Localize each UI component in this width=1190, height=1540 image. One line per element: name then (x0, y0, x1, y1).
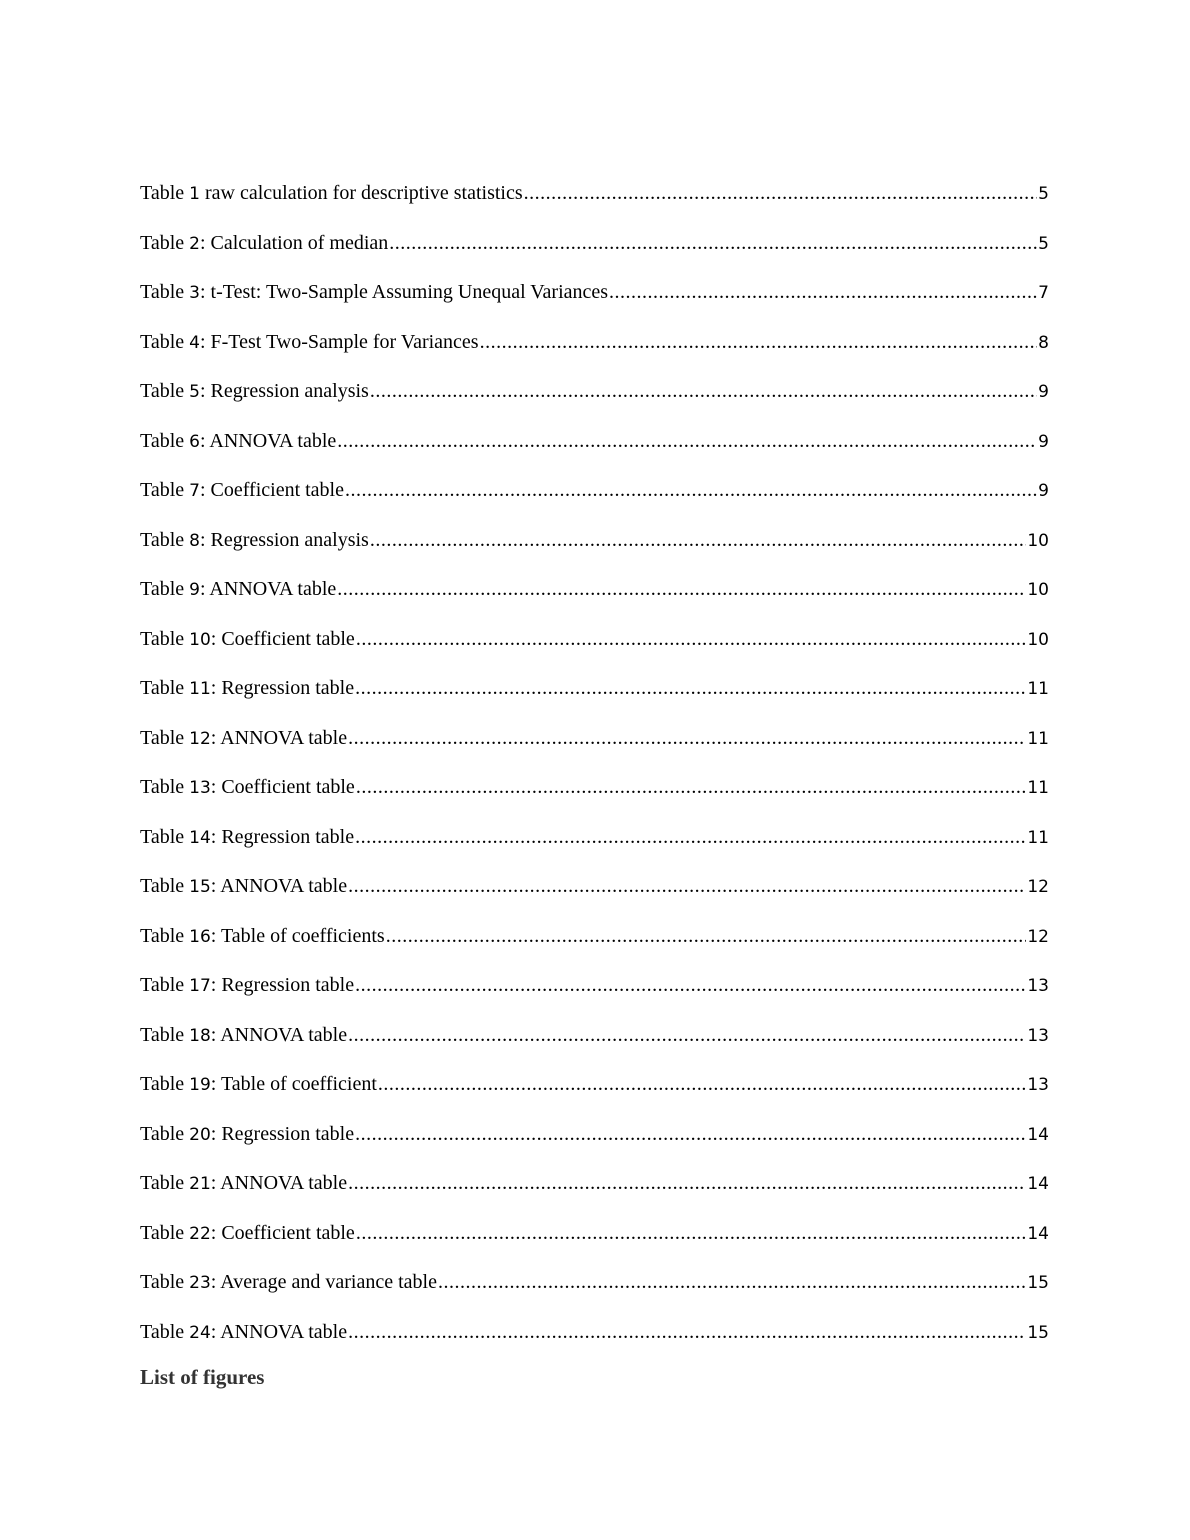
toc-entry-title: : Regression analysis (199, 380, 369, 402)
toc-page-number: 7 (1038, 283, 1049, 303)
toc-dot-leader (348, 1168, 1026, 1198)
toc-entry-prefix: Table (140, 330, 190, 353)
toc-entry-label (140, 673, 354, 704)
toc-entry-number: 10 (189, 629, 211, 650)
toc-entry-title: : Regression table (210, 677, 355, 699)
toc-entry-prefix: Table (140, 182, 190, 204)
toc-page-number: 12 (1027, 877, 1049, 897)
toc-entry[interactable] (140, 673, 1049, 723)
list-of-tables (140, 178, 1049, 1366)
toc-page-number: 10 (1027, 580, 1049, 600)
toc-entry-title: : Average and variance table (210, 1271, 437, 1293)
toc-entry[interactable] (140, 822, 1049, 872)
toc-entry-title: : ANNOVA table (199, 578, 337, 600)
toc-entry-number: 3 (189, 283, 200, 303)
toc-entry-number: 11 (189, 679, 211, 699)
list-of-figures-heading: List of figures (140, 1365, 265, 1389)
toc-entry-prefix: Table (140, 479, 190, 501)
toc-entry-label (140, 277, 608, 308)
toc-entry-prefix: Table (140, 1172, 190, 1194)
toc-entry-prefix: Table (140, 726, 190, 749)
toc-entry[interactable] (140, 1218, 1049, 1268)
toc-dot-leader (348, 1317, 1026, 1347)
toc-entry-prefix: Table (140, 231, 190, 254)
toc-dot-leader (386, 921, 1027, 951)
toc-entry-number: 17 (189, 976, 211, 996)
toc-entry[interactable] (140, 327, 1049, 377)
toc-entry-label (140, 871, 347, 902)
toc-dot-leader (356, 1218, 1027, 1248)
toc-entry-number: 8 (189, 530, 200, 551)
toc-entry-number: 19 (189, 1075, 211, 1095)
toc-entry-number: 24 (189, 1322, 211, 1343)
toc-entry-number: 4 (189, 332, 200, 353)
toc-entry-title: : F-Test Two-Sample for Variances (199, 330, 479, 353)
toc-entry-label (140, 970, 354, 1001)
toc-entry-number: 23 (189, 1273, 211, 1293)
toc-page-number: 13 (1027, 1025, 1049, 1046)
toc-entry[interactable] (140, 1020, 1049, 1070)
toc-entry-label (140, 822, 354, 853)
toc-entry-title: : Regression table (210, 825, 355, 848)
toc-entry-prefix: Table (140, 1271, 190, 1293)
toc-entry-label (140, 376, 369, 407)
toc-entry-prefix: Table (140, 578, 190, 600)
toc-dot-leader (480, 327, 1038, 357)
toc-page-number: 14 (1027, 1174, 1049, 1194)
toc-dot-leader (356, 772, 1027, 802)
toc-entry[interactable] (140, 1119, 1049, 1169)
toc-entry-label (140, 426, 336, 457)
toc-entry-title: : Regression table (210, 974, 355, 996)
toc-dot-leader (337, 426, 1037, 456)
toc-entry-title: : ANNOVA table (199, 429, 337, 452)
toc-entry-title: : Table of coefficients (210, 924, 385, 947)
toc-page-number: 15 (1027, 1322, 1049, 1343)
toc-entry-number: 15 (189, 877, 211, 897)
toc-page-number: 5 (1038, 184, 1049, 204)
toc-entry-prefix: Table (140, 974, 190, 996)
toc-entry-number: 16 (189, 926, 211, 947)
toc-page-number: 5 (1038, 233, 1049, 254)
toc-entry-label (140, 327, 479, 358)
toc-page-number: 9 (1038, 431, 1049, 452)
toc-entry[interactable] (140, 970, 1049, 1020)
toc-page-number: 15 (1027, 1273, 1049, 1293)
toc-entry-number: 9 (189, 580, 200, 600)
toc-page-number: 10 (1027, 530, 1049, 551)
toc-entry-prefix: Table (140, 1023, 190, 1046)
toc-page-number: 12 (1027, 926, 1049, 947)
toc-entry-number: 7 (189, 481, 200, 501)
toc-dot-leader (389, 228, 1037, 258)
toc-entry-label (140, 1267, 437, 1298)
toc-entry-title: : Regression table (210, 1122, 355, 1145)
toc-page-number: 13 (1027, 1075, 1049, 1095)
toc-entry-prefix: Table (140, 1073, 190, 1095)
toc-entry-prefix: Table (140, 924, 190, 947)
toc-entry-label (140, 772, 355, 803)
toc-entry-prefix: Table (140, 1122, 190, 1145)
toc-entry-prefix: Table (140, 429, 190, 452)
toc-entry-label (140, 1020, 347, 1051)
toc-entry-prefix: Table (140, 1320, 190, 1343)
toc-entry-label (140, 525, 369, 556)
toc-dot-leader (438, 1267, 1026, 1297)
toc-entry-number: 6 (189, 431, 200, 452)
toc-entry-prefix: Table (140, 528, 190, 551)
toc-page-number: 13 (1027, 976, 1049, 996)
toc-entry-label (140, 574, 336, 605)
toc-entry-label (140, 178, 523, 209)
toc-entry-prefix: Table (140, 627, 190, 650)
toc-page-number: 8 (1038, 332, 1049, 353)
toc-entry-title: : ANNOVA table (210, 1320, 348, 1343)
toc-entry-label (140, 475, 344, 506)
toc-entry-title: : Coefficient table (210, 1221, 355, 1244)
toc-entry[interactable] (140, 1168, 1049, 1218)
toc-entry[interactable] (140, 1267, 1049, 1317)
toc-entry-title: : Calculation of median (199, 231, 389, 254)
toc-dot-leader (348, 723, 1026, 753)
toc-entry-number: 18 (189, 1025, 211, 1046)
toc-entry[interactable] (140, 574, 1049, 624)
toc-entry[interactable] (140, 1069, 1049, 1119)
toc-entry-prefix: Table (140, 825, 190, 848)
toc-entry-prefix: Table (140, 776, 190, 798)
toc-entry-prefix: Table (140, 875, 190, 897)
toc-entry-title: : Coefficient table (210, 627, 355, 650)
toc-page-number: 11 (1027, 778, 1049, 798)
toc-dot-leader (355, 970, 1026, 1000)
toc-page-number: 14 (1027, 1124, 1049, 1145)
toc-entry-label (140, 624, 355, 655)
toc-entry-title: : Coefficient table (210, 776, 355, 798)
toc-entry[interactable] (140, 921, 1049, 971)
toc-dot-leader (337, 574, 1026, 604)
toc-page-number: 9 (1038, 481, 1049, 501)
toc-entry-number: 22 (189, 1223, 211, 1244)
toc-entry[interactable] (140, 624, 1049, 674)
toc-page-number: 14 (1027, 1223, 1049, 1244)
toc-entry[interactable] (140, 228, 1049, 278)
toc-entry-number: 20 (189, 1124, 211, 1145)
toc-entry[interactable] (140, 525, 1049, 575)
toc-dot-leader (609, 277, 1037, 307)
toc-entry[interactable] (140, 277, 1049, 327)
toc-entry-prefix: Table (140, 1221, 190, 1244)
toc-entry[interactable] (140, 723, 1049, 773)
toc-dot-leader (348, 1020, 1026, 1050)
toc-entry-prefix: Table (140, 281, 190, 303)
toc-dot-leader (355, 822, 1026, 852)
toc-page-number: 11 (1027, 679, 1049, 699)
toc-page-number: 11 (1027, 728, 1049, 749)
toc-entry-label (140, 228, 388, 259)
toc-entry-title: : ANNOVA table (210, 1023, 348, 1046)
toc-entry-label (140, 1168, 347, 1199)
toc-page-number: 11 (1027, 827, 1049, 848)
toc-entry[interactable] (140, 426, 1049, 476)
toc-dot-leader (348, 871, 1026, 901)
toc-dot-leader (345, 475, 1037, 505)
toc-page-number: 10 (1027, 629, 1049, 650)
toc-entry-prefix: Table (140, 677, 190, 699)
toc-entry-title: : ANNOVA table (210, 1172, 348, 1194)
toc-entry[interactable] (140, 1317, 1049, 1367)
toc-dot-leader (370, 525, 1027, 555)
toc-entry-title: : Table of coefficient (210, 1073, 377, 1095)
toc-entry[interactable] (140, 475, 1049, 525)
toc-entry-label (140, 1218, 355, 1249)
toc-dot-leader (378, 1069, 1026, 1099)
toc-entry-title: : Coefficient table (199, 479, 344, 501)
toc-entry-label (140, 921, 385, 952)
toc-entry-number: 5 (189, 382, 200, 402)
toc-entry-number: 21 (189, 1174, 211, 1194)
toc-entry-title: : ANNOVA table (210, 726, 348, 749)
toc-entry-title: : ANNOVA table (210, 875, 348, 897)
toc-entry-number: 13 (189, 778, 211, 798)
toc-entry-label (140, 723, 347, 754)
toc-dot-leader (355, 673, 1026, 703)
toc-entry-prefix: Table (140, 380, 190, 402)
toc-entry[interactable] (140, 772, 1049, 822)
toc-entry-label (140, 1119, 354, 1150)
toc-entry-label (140, 1069, 377, 1100)
toc-entry-number: 1 (189, 184, 200, 204)
toc-entry-number: 14 (189, 827, 211, 848)
toc-dot-leader (355, 1119, 1026, 1149)
toc-page-number: 9 (1038, 382, 1049, 402)
toc-dot-leader (370, 376, 1037, 406)
toc-entry[interactable] (140, 871, 1049, 921)
toc-entry[interactable] (140, 178, 1049, 228)
toc-entry[interactable] (140, 376, 1049, 426)
toc-entry-title: : Regression analysis (199, 528, 369, 551)
toc-entry-number: 2 (189, 233, 200, 254)
toc-dot-leader (356, 624, 1027, 654)
toc-entry-label (140, 1317, 347, 1348)
toc-entry-title: : t-Test: Two-Sample Assuming Unequal Variances (199, 281, 609, 303)
toc-entry-number: 12 (189, 728, 211, 749)
toc-dot-leader (524, 178, 1038, 208)
toc-entry-title: raw calculation for descriptive statistics (199, 182, 523, 204)
